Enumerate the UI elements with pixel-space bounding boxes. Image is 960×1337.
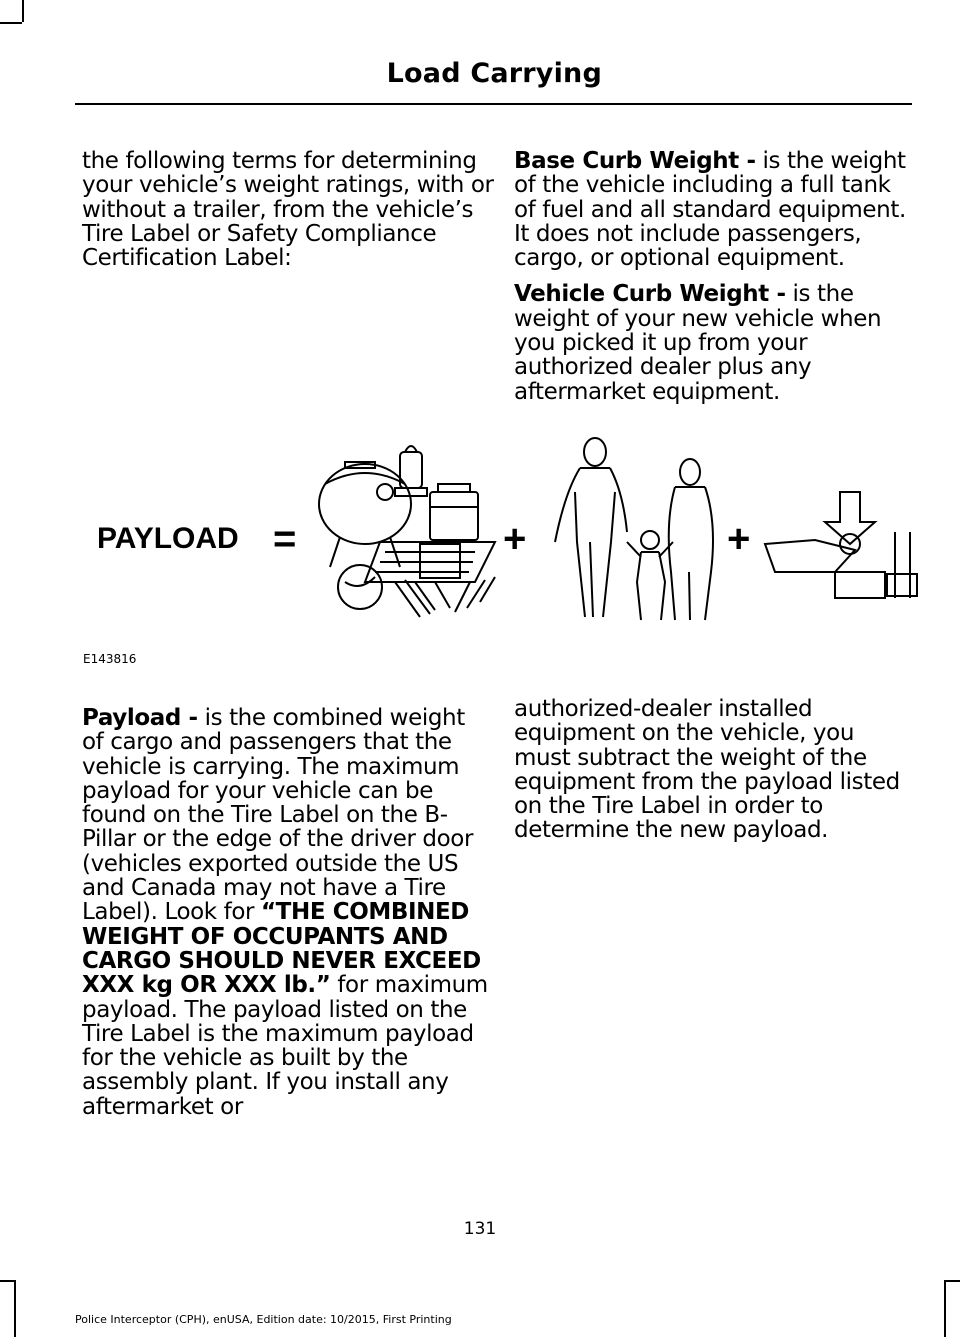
payload-term: Payload - — [82, 705, 198, 731]
payload-label: PAYLOAD — [97, 522, 239, 555]
payload-illustration — [75, 432, 925, 632]
plus-sign-1: + — [503, 517, 527, 561]
payload-continued-column — [514, 697, 914, 855]
figure-code: E143816 — [83, 652, 137, 666]
footer-edition: Police Interceptor (CPH), enUSA, Edition date: 10/2015, First Printing — [75, 1313, 452, 1326]
payload-definition-part2: for maximum payload. The payload listed on the Tire Label is the maximum payload for the vehicle as built by the assembly plant. If you install any aftermarket or — [82, 972, 488, 1120]
crop-mark-top-left — [0, 22, 22, 24]
header-rule — [75, 103, 912, 105]
payload-continued-paragraph: authorized-dealer installed equipment on the vehicle, you must subtract the weight of the equipment from the payload listed on the Tire Label in order to determine the new payload. — [514, 696, 900, 844]
crop-mark-top-left-vertical — [22, 0, 24, 22]
payload-definition-part1: is the combined weight of cargo and passengers that the vehicle is carrying. The maximum payload for your vehicle can be found on the Tire Label on the B-Pillar or the edge of the driver door (vehicles exported outside the US and Canada may not have a Tire Label). Look for — [82, 705, 474, 926]
accessory-icon — [765, 492, 917, 598]
page-title: Load Carrying — [386, 58, 602, 89]
page-number: 131 — [463, 1219, 497, 1239]
vehicle-curb-weight-term: Vehicle Curb Weight - — [514, 281, 786, 308]
plus-sign-2: + — [727, 517, 751, 561]
passengers-icon — [555, 438, 713, 620]
base-curb-weight-paragraph — [514, 149, 914, 270]
definitions-column — [514, 149, 914, 416]
base-curb-weight-definition: is the weight of the vehicle including a full tank of fuel and all standard equipment. It does not include passengers, cargo, or optional equipment. — [514, 148, 906, 272]
payload-paragraph — [82, 706, 492, 1119]
equals-sign: = — [273, 517, 297, 561]
vehicle-curb-weight-paragraph — [514, 282, 914, 403]
intro-paragraph: the following terms for determining your vehicle’s weight ratings, with or without a trailer, from the vehicle’s Tire Label or Safety Compliance Certification Label: — [82, 148, 494, 272]
crop-mark-bottom-right-vertical — [944, 1280, 946, 1337]
payload-column — [82, 706, 492, 1131]
crop-mark-bottom-left-vertical — [14, 1280, 16, 1337]
tire-label-quote: “THE COMBINED WEIGHT OF OCCUPANTS AND CARGO SHOULD NEVER EXCEED XXX kg OR XXX lb.” — [82, 899, 481, 999]
intro-column — [82, 149, 502, 282]
crop-mark-bottom-right — [946, 1280, 960, 1282]
crop-mark-bottom-left — [0, 1280, 14, 1282]
cargo-icon — [319, 446, 495, 617]
vehicle-curb-weight-definition: is the weight of your new vehicle when you picked it up from your authorized dealer plus any aftermarket equipment. — [514, 281, 882, 405]
base-curb-weight-term: Base Curb Weight - — [514, 148, 756, 174]
